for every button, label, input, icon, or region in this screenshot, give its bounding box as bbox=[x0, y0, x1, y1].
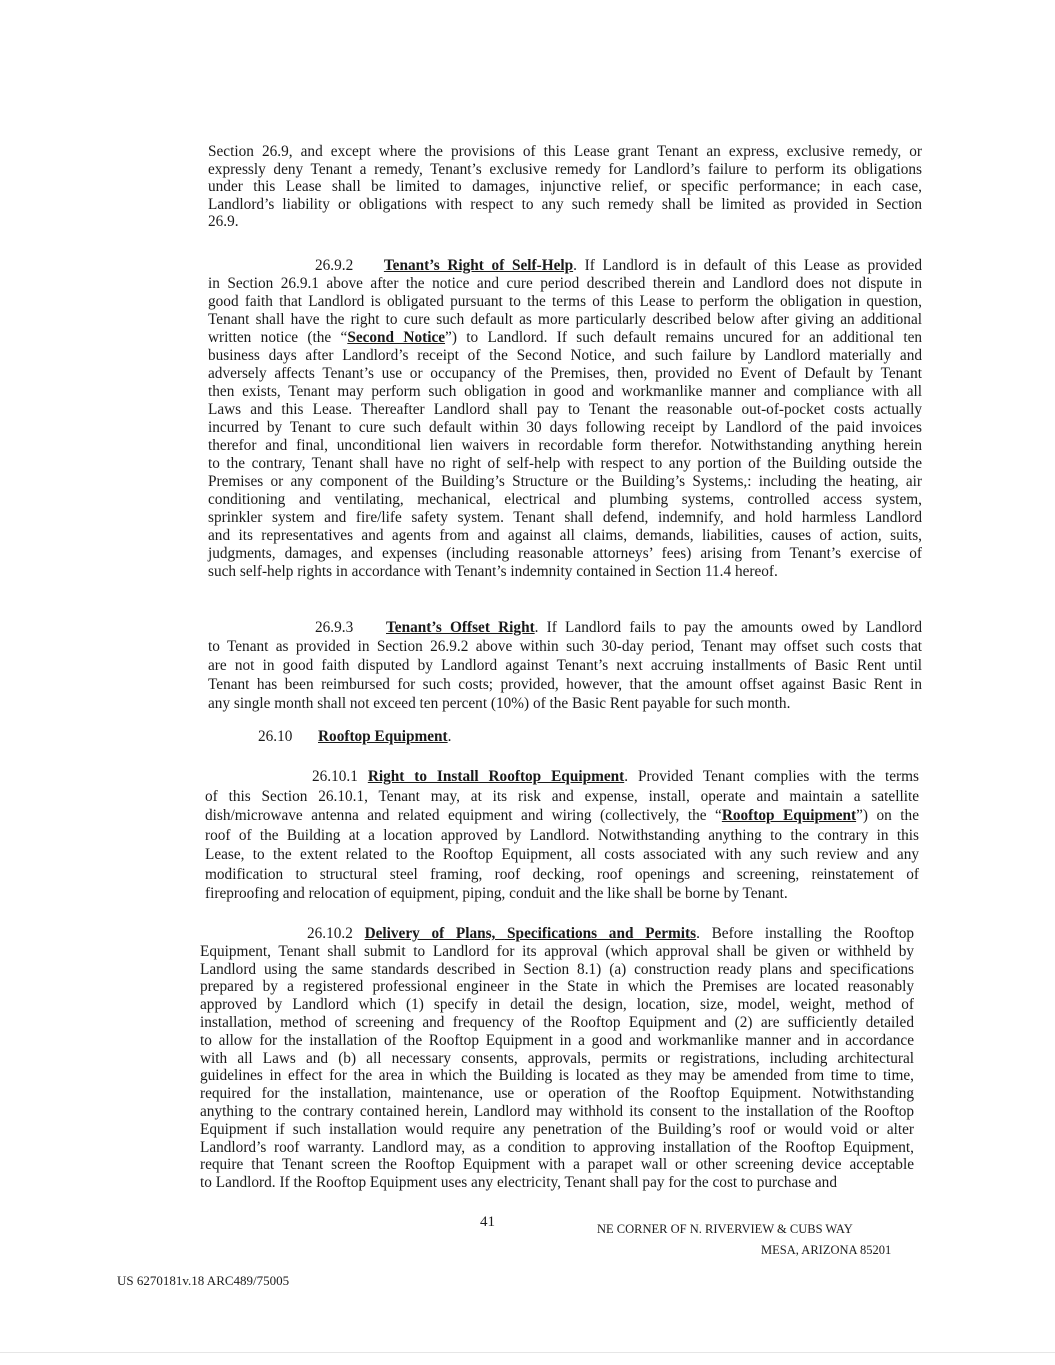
text-run: 26.10.2 bbox=[307, 925, 365, 942]
text-line bbox=[200, 1103, 914, 1121]
text-line bbox=[208, 527, 922, 545]
text-run: with all Laws and (b) all necessary consents, approvals, permits or registrations, including architectural bbox=[200, 1049, 914, 1067]
text-run: are not in good faith disputed by Landlord against Tenant’s next accruing installments of Basic Rent until bbox=[208, 657, 922, 674]
text-run: and its representatives and agents from and against all claims, demands, liabilities, causes of action, suits, bbox=[208, 527, 922, 544]
section-26-9-3 bbox=[208, 619, 922, 714]
section-title: Rooftop Equipment bbox=[318, 728, 448, 745]
text-line bbox=[208, 695, 922, 714]
text-line bbox=[208, 563, 922, 581]
text-run: any single month shall not exceed ten percent (10%) of the Basic Rent payable for such month. bbox=[208, 695, 791, 712]
text-run: roof of the Building at a location approved by Landlord. Notwithstanding anything to the contrary in this bbox=[205, 826, 919, 844]
text-run: such self-help rights in accordance with Tenant’s indemnity contained in Section 11.4 hereof. bbox=[208, 563, 778, 580]
text-line bbox=[208, 275, 922, 293]
text-line bbox=[200, 1085, 914, 1103]
text-run: Lease, to the extent related to the Rooftop Equipment, all costs associated with any such review and any bbox=[205, 846, 919, 863]
footer-address-line2: MESA, ARIZONA 85201 bbox=[761, 1243, 892, 1257]
text-run: Tenant shall have the right to cure such default as more particularly described below after giving an additional bbox=[208, 311, 922, 328]
text-run: conditioning and ventilating, mechanical, electrical and plumbing systems, controlled access system, bbox=[208, 491, 922, 508]
text-line bbox=[200, 1156, 914, 1174]
text-line bbox=[200, 996, 914, 1014]
text-line bbox=[208, 419, 922, 437]
text-run: 26.10.1 bbox=[312, 768, 368, 785]
text-line bbox=[208, 676, 922, 695]
text-line bbox=[208, 143, 922, 161]
text-run: prepared by a registered professional engineer in the State in which the Premises are located reasonably bbox=[200, 978, 914, 996]
text-line bbox=[200, 1050, 914, 1068]
text-line bbox=[208, 311, 922, 329]
text-line bbox=[208, 545, 922, 563]
section-number: 26.10 bbox=[258, 728, 293, 745]
text-run: . Before installing the Rooftop bbox=[696, 925, 914, 942]
text-line bbox=[208, 293, 922, 311]
text-run: installation, method of screening and frequency of the Rooftop Equipment and (2) are sufficiently detailed bbox=[200, 1013, 914, 1031]
text-line bbox=[208, 509, 922, 527]
text-line bbox=[200, 925, 914, 943]
text-line bbox=[208, 437, 922, 455]
text-line bbox=[205, 807, 919, 827]
text-run: Laws and this Lease. Thereafter Landlord shall pay to Tenant the reasonable out-of-pocket costs actually bbox=[208, 401, 922, 418]
text-run: ”) on the bbox=[856, 807, 919, 824]
section-title-period: . bbox=[447, 728, 452, 745]
text-run: Premises or any component of the Building’s Structure or the Building’s Systems,: including the heating, air bbox=[208, 473, 922, 490]
text-line bbox=[200, 1032, 914, 1050]
defined-term: Tenant’s Offset Right bbox=[386, 619, 535, 636]
text-line bbox=[208, 491, 922, 509]
scan-edge-divider bbox=[0, 1352, 1055, 1353]
text-line bbox=[200, 943, 914, 961]
text-run: then exists, Tenant may perform such obligation in good and workmanlike manner and compliance with all bbox=[208, 383, 922, 400]
text-line bbox=[200, 1174, 914, 1192]
text-run: Section 26.9, and except where the provisions of this Lease grant Tenant an express, exclusive remedy, or bbox=[208, 143, 922, 160]
text-run: to the contrary, Tenant shall have no right of self-help with respect to any portion of the Building outside the bbox=[208, 455, 922, 472]
text-line bbox=[208, 619, 922, 638]
text-line bbox=[200, 1067, 914, 1085]
text-run: of this Section 26.10.1, Tenant may, at its risk and expense, install, operate and maintain a satellite bbox=[205, 787, 919, 805]
text-run: incurred by Tenant to cure such default within 30 days following receipt by Landlord of the paid invoices bbox=[208, 419, 922, 436]
text-run: good faith that Landlord is obligated pursuant to the terms of this Lease to perform the obligation in question, bbox=[208, 293, 922, 310]
text-run: to allow for the installation of the Rooftop Equipment in a good and workmanlike manner and in accordance bbox=[200, 1031, 914, 1049]
text-run: ”) to Landlord. If such default remains uncured for an additional ten bbox=[445, 329, 923, 346]
text-run: 26.9. bbox=[208, 213, 239, 231]
text-line bbox=[208, 473, 922, 491]
text-run: Landlord using the same standards described in Section 8.1) (a) construction ready plans and specifications bbox=[200, 960, 914, 978]
text-run: fireproofing and relocation of equipment, piping, conduit and the like shall be borne by Tenant. bbox=[205, 885, 788, 902]
text-line bbox=[208, 347, 922, 365]
text-line bbox=[208, 401, 922, 419]
text-line bbox=[208, 257, 922, 275]
text-line bbox=[208, 213, 922, 231]
text-run: required for the installation, maintenance, use or operation of the Rooftop Equipment. Notwithstanding bbox=[200, 1085, 914, 1103]
defined-term: Right to Install Rooftop Equipment bbox=[367, 768, 625, 785]
text-line bbox=[200, 978, 914, 996]
text-line bbox=[205, 827, 919, 847]
text-run: modification to structural steel framing, roof decking, roof openings and screening, reinstatement of bbox=[205, 865, 919, 883]
text-run: therefor and final, unconditional lien waivers in recordable form therefor. Notwithstanding anything herein bbox=[208, 437, 922, 454]
text-run: written notice (the “ bbox=[208, 329, 348, 346]
text-run: . Provided Tenant complies with the terms bbox=[624, 768, 919, 785]
text-run: . If Landlord is in default of this Lease as provided bbox=[573, 257, 922, 274]
text-line bbox=[205, 846, 919, 866]
paragraph-26-9-continued bbox=[208, 143, 922, 231]
footer-address-line1: NE CORNER OF N. RIVERVIEW & CUBS WAY bbox=[597, 1222, 853, 1236]
document-id: US 6270181v.18 ARC489/75005 bbox=[117, 1273, 290, 1288]
text-line bbox=[200, 1121, 914, 1139]
text-run: to Tenant as provided in Section 26.9.2 above within such 30-day period, Tenant may offset such costs that bbox=[208, 638, 922, 655]
defined-term: Delivery of Plans, Specifications and Permits bbox=[364, 925, 697, 942]
defined-term: Rooftop Equipment bbox=[721, 807, 857, 824]
defined-term: Second Notice bbox=[347, 329, 446, 346]
section-heading-26-10 bbox=[258, 728, 451, 746]
text-run: require that Tenant screen the Rooftop Equipment with a parapet wall or other screening device acceptable bbox=[200, 1156, 914, 1174]
text-run: 26.9.3 bbox=[315, 619, 386, 636]
defined-term: Tenant’s Right of Self-Help bbox=[383, 257, 574, 274]
text-line bbox=[208, 365, 922, 383]
text-line bbox=[208, 329, 922, 347]
text-line bbox=[208, 657, 922, 676]
text-line bbox=[205, 788, 919, 808]
text-run: adversely affects Tenant’s use or occupancy of the Premises, then, provided no Event of Default by Tenant bbox=[208, 365, 922, 382]
text-line bbox=[200, 1139, 914, 1157]
text-run: Tenant has been reimbursed for such costs; provided, however, that the amount offset against Basic Rent in bbox=[208, 676, 922, 693]
text-run: judgments, damages, and expenses (including reasonable attorneys’ fees) arising from Tenant’s exercise of bbox=[208, 545, 922, 562]
text-run: to Landlord. If the Rooftop Equipment uses any electricity, Tenant shall pay for the cost to purchase and bbox=[200, 1174, 837, 1192]
text-line bbox=[208, 455, 922, 473]
text-run: dish/microwave antenna and related equipment and wiring (collectively, the “ bbox=[205, 807, 722, 824]
text-line bbox=[208, 161, 922, 179]
section-26-9-2 bbox=[208, 257, 922, 581]
text-run: approved by Landlord which (1) specify in detail the design, location, size, model, weight, method of bbox=[200, 996, 914, 1014]
text-line bbox=[205, 885, 919, 905]
text-run: Landlord’s roof warranty. Landlord may, as a condition to approving installation of the Rooftop Equipment, bbox=[200, 1138, 914, 1156]
page-number: 41 bbox=[480, 1214, 495, 1230]
text-run: Equipment if such installation would require any penetration of the Building’s roof or would void or alter bbox=[200, 1120, 914, 1138]
text-run: guidelines in effect for the area in which the Building is located as they may be amended from time to time, bbox=[200, 1067, 914, 1085]
text-line bbox=[205, 866, 919, 886]
text-run: business days after Landlord’s receipt of the Second Notice, and such failure by Landlord materially and bbox=[208, 347, 922, 364]
text-run: . If Landlord fails to pay the amounts owed by Landlord bbox=[534, 619, 922, 636]
text-line bbox=[208, 638, 922, 657]
text-run: under this Lease shall be limited to damages, injunctive relief, or specific performance; in each case, bbox=[208, 178, 922, 196]
text-run: sprinkler system and fire/life safety system. Tenant shall defend, indemnify, and hold harmless Landlord bbox=[208, 509, 922, 526]
text-line bbox=[200, 1014, 914, 1032]
text-line bbox=[200, 961, 914, 979]
section-26-10-2 bbox=[200, 925, 914, 1192]
text-run: Landlord’s liability or obligations with respect to any such remedy shall be limited as provided in Section bbox=[208, 195, 922, 213]
text-line bbox=[205, 768, 919, 788]
section-26-10-1 bbox=[205, 768, 919, 905]
text-line bbox=[208, 383, 922, 401]
text-line bbox=[208, 196, 922, 214]
text-run: 26.9.2 bbox=[315, 257, 384, 274]
text-run: anything to the contrary contained herein, Landlord may withhold its consent to the installation of the Rooftop bbox=[200, 1102, 914, 1120]
text-run: Equipment, Tenant shall submit to Landlord for its approval (which approval shall be given or withheld by bbox=[200, 942, 914, 960]
text-run: in Section 26.9.1 above after the notice and cure period described therein and Landlord does not dispute in bbox=[208, 275, 922, 292]
text-line bbox=[208, 178, 922, 196]
text-run: expressly deny Tenant a remedy, Tenant’s exclusive remedy for Landlord’s failure to perform its obligations bbox=[208, 160, 922, 178]
